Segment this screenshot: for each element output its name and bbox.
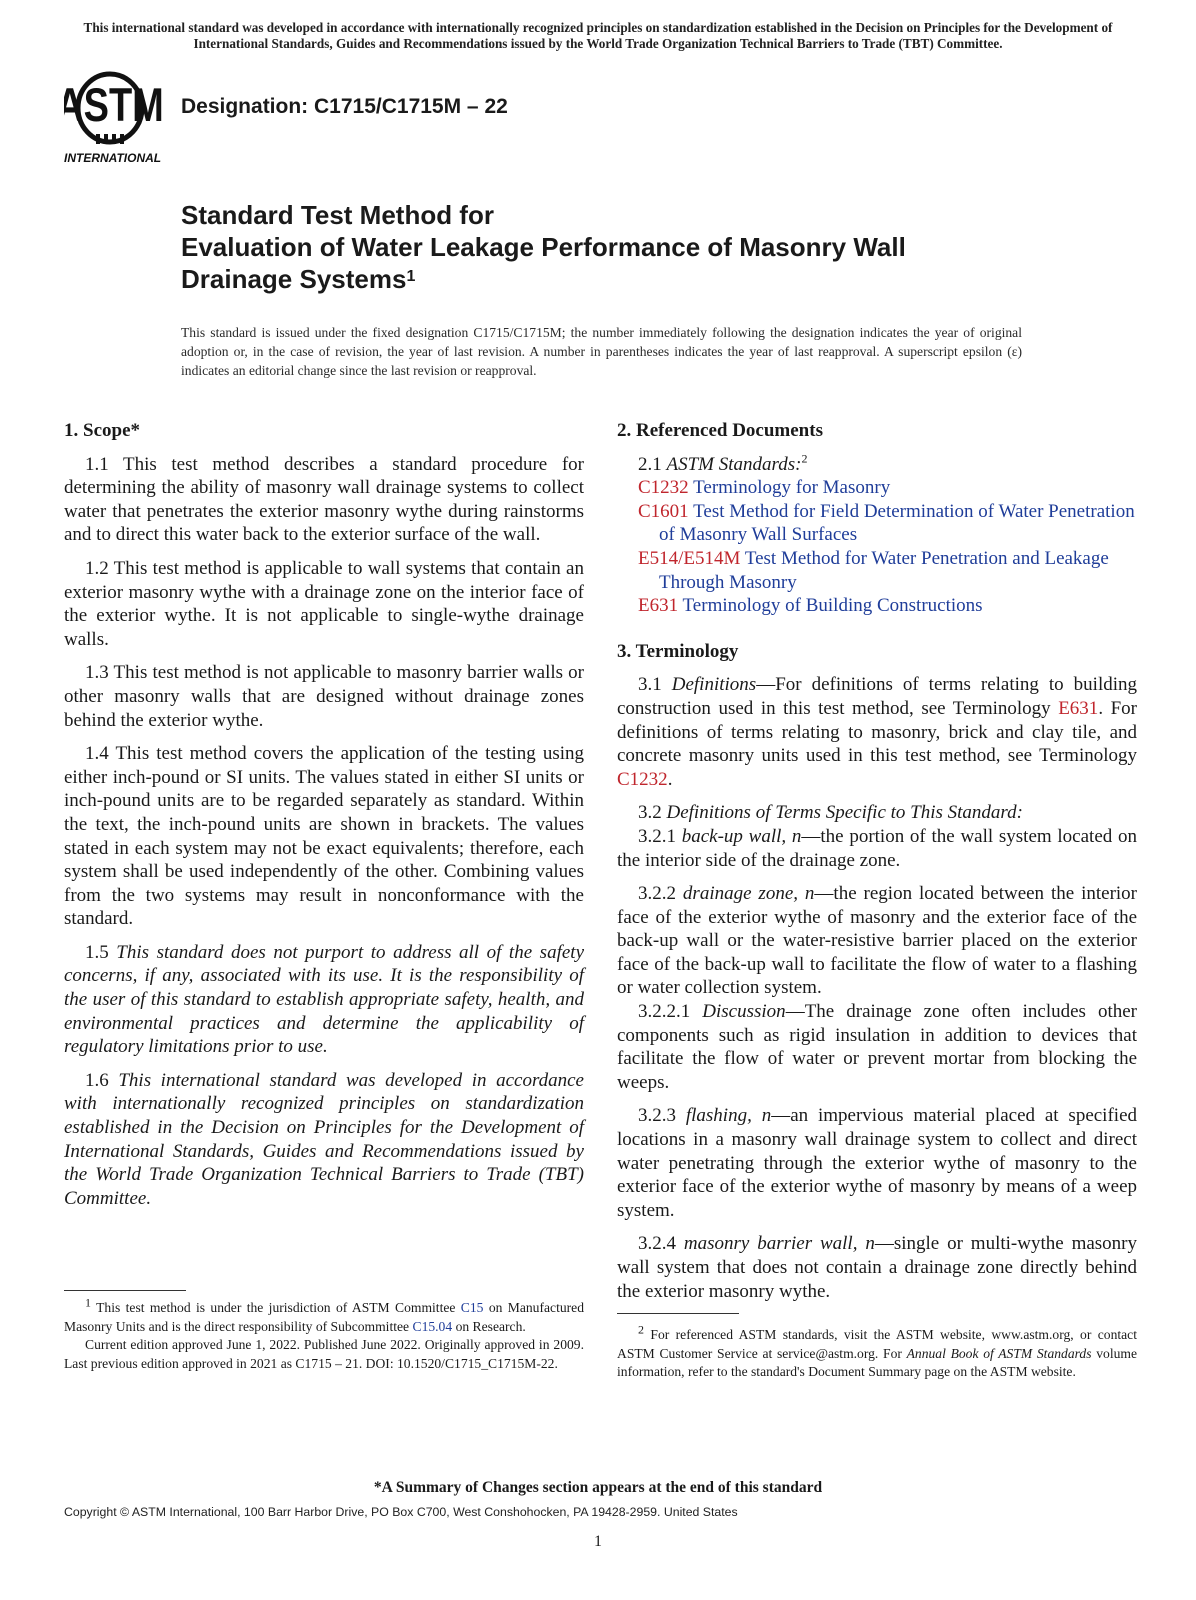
tbt-banner: This international standard was developed in accordance with internationally recognized principles on standardization established in the Decision on Principles for the Development of International Standards, Guides and Recommendations issued by the World Trade Organization Technical Barriers to Trade (TBT) Committee. xyxy=(83,20,1113,51)
left-column xyxy=(64,419,584,1220)
title-line-2: Evaluation of Water Leakage Performance of Masonry Wall xyxy=(181,232,906,262)
astm-standards-subheading: 2.1 ASTM Standards:$^2$ xyxy=(638,451,808,475)
right-column xyxy=(617,419,1137,1313)
link-e631[interactable]: E631 xyxy=(1058,697,1099,719)
scope-1-3: 1.3 This test method is not applicable to masonry barrier walls or other masonry walls that are designed without drainage zones behind the exterior wythe. xyxy=(64,662,584,731)
ref-item[interactable]: E514/E514M Test Method for Water Penetration and Leakage Through Masonry xyxy=(638,547,1109,593)
scope-1-5: 1.5 This standard does not purport to address all of the safety concerns, if any, associated with its use. It is the responsibility of the user of this standard to establish appropriate safety, health, and environmental practices and determine the applicability of regulatory limitations prior to use. xyxy=(64,941,584,1058)
term-3-2-3: 3.2.3 flashing, n—an impervious material placed at specified locations in a masonry wall drainage system to collect and direct water penetrating through the exterior wythe of masonry to the exterior face of the exterior wythe of masonry by means of a weep system. xyxy=(617,1105,1138,1221)
references-heading: 2. Referenced Documents xyxy=(617,420,823,441)
footnote-1-text: 1 This test method is under the jurisdiction of ASTM Committee C15 on Manufactured Masonry Units and is the direct responsibility of Subcommittee C15.04 on Research. xyxy=(64,1295,584,1334)
term-3-1: 3.1 Definitions—For definitions of terms relating to building construction used in this test method, see Terminology E631. For definitions of terms relating to masonry, brick and clay tile, and concrete masonry units used in this test method, see Terminology C1232. xyxy=(617,674,1137,790)
scope-1-2: 1.2 This test method is applicable to wall systems that contain an exterior masonry wythe with a drainage zone on the interior face of the exterior wythe. It is not applicable to single-wythe drainage walls. xyxy=(64,557,584,650)
title-footnote-marker: 1 xyxy=(406,268,416,285)
term-3-2-4: 3.2.4 masonry barrier wall, n—single or multi-wythe masonry wall system that does not contain a drainage zone directly behind the exterior masonry wythe. xyxy=(617,1233,1137,1302)
link-c15-04[interactable]: C15.04 xyxy=(412,1318,453,1334)
footnote-2 xyxy=(617,1313,1137,1382)
title-line-1: Standard Test Method for xyxy=(181,200,494,230)
astm-logo-icon xyxy=(64,70,168,166)
scope-1-4: 1.4 This test method covers the application of the testing using either inch-pound or SI units. The values stated in either SI units or inch-pound units are to be regarded separately as standard. Within the text, the inch-pound units are shown in brackets. The values stated in each system may not be exact equivalents; therefore, each system shall be used independently of the other. Combining values from the two systems may result in nonconformance with the standard. xyxy=(64,743,584,930)
logo-subtext: INTERNATIONAL xyxy=(64,151,162,165)
copyright: Copyright © ASTM International, 100 Barr Harbor Drive, PO Box C700, West Conshohocken, PA 19428-2959. United States xyxy=(64,1505,738,1519)
link-c15[interactable]: C15 xyxy=(460,1300,484,1315)
term-3-2-2-1: 3.2.2.1 Discussion—The drainage zone often includes other components such as rigid insulation in addition to devices that facilitate the flow of water or prevent mortar from blocking the weeps. xyxy=(617,1001,1137,1093)
scope-heading: 1. Scope* xyxy=(64,420,140,441)
issued-note: This standard is issued under the fixed designation C1715/C1715M; the number immediately following the designation indicates the year of original adoption or, in the case of revision, the year of last revision. A number in parentheses indicates the year of last reapproval. A superscript epsilon (ε) indicates an editorial change since the last revision or reapproval. xyxy=(181,325,1022,378)
ref-item[interactable]: C1601 Test Method for Field Determination of Water Penetration of Masonry Wall Surfaces xyxy=(638,500,1135,546)
terminology-heading: 3. Terminology xyxy=(617,640,739,662)
page-number: 1 xyxy=(594,1533,602,1550)
footnote-1 xyxy=(64,1290,584,1373)
logo-text: ASTM xyxy=(64,79,164,133)
summary-of-changes-note: *A Summary of Changes section appears at the end of this standard xyxy=(373,1479,823,1496)
footnote-1-edition: Current edition approved June 1, 2022. Published June 2022. Originally approved in 2009. Last previous edition approved in 2021 as C1715 – 21. DOI: 10.1520/C1715_C1715M-22. xyxy=(64,1337,584,1371)
ref-item[interactable]: C1232 Terminology for Masonry xyxy=(638,477,891,499)
designation: Designation: C1715/C1715M – 22 xyxy=(181,95,508,118)
ref-item[interactable]: E631 Terminology of Building Constructions xyxy=(638,595,983,617)
footnote-rule xyxy=(64,1290,186,1291)
term-3-2: 3.2 Definitions of Terms Specific to This Standard: xyxy=(638,802,1023,824)
term-3-2-2: 3.2.2 drainage zone, n—the region located between the interior face of the exterior wythe of masonry and the exterior face of the back-up wall or the water-resistive barrier placed on the exterior face of the back-up wall to facilitate the flow of water to a flashing or water collection system. xyxy=(617,883,1138,999)
title-line-3: Drainage Systems$^1$ xyxy=(181,264,416,294)
scope-1-1: 1.1 This test method describes a standard procedure for determining the ability of masonry wall drainage systems to collect water that penetrates the exterior masonry wythe during rainstorms and to direct this water back to the exterior surface of the wall. xyxy=(64,453,584,546)
footnote-rule xyxy=(617,1313,739,1314)
term-3-2-1: 3.2.1 back-up wall, n—the portion of the wall system located on the interior side of the drainage zone. xyxy=(617,825,1137,871)
astm-logo xyxy=(64,70,168,166)
footnote-2-text: 2 For referenced ASTM standards, visit the ASTM website, www.astm.org, or contact ASTM Customer Service at service@astm.org. For Annual Book of ASTM Standards volume information, refer to the standard's Document Summary page on the ASTM website. xyxy=(617,1322,1138,1379)
scope-1-6: 1.6 This international standard was developed in accordance with internationally recognized principles on standardization established in the Decision on Principles for the Development of International Standards, Guides and Recommendations issued by the World Trade Organization Technical Barriers to Trade (TBT) Committee. xyxy=(64,1069,584,1209)
link-c1232[interactable]: C1232 xyxy=(617,768,668,790)
document-title xyxy=(181,199,906,295)
